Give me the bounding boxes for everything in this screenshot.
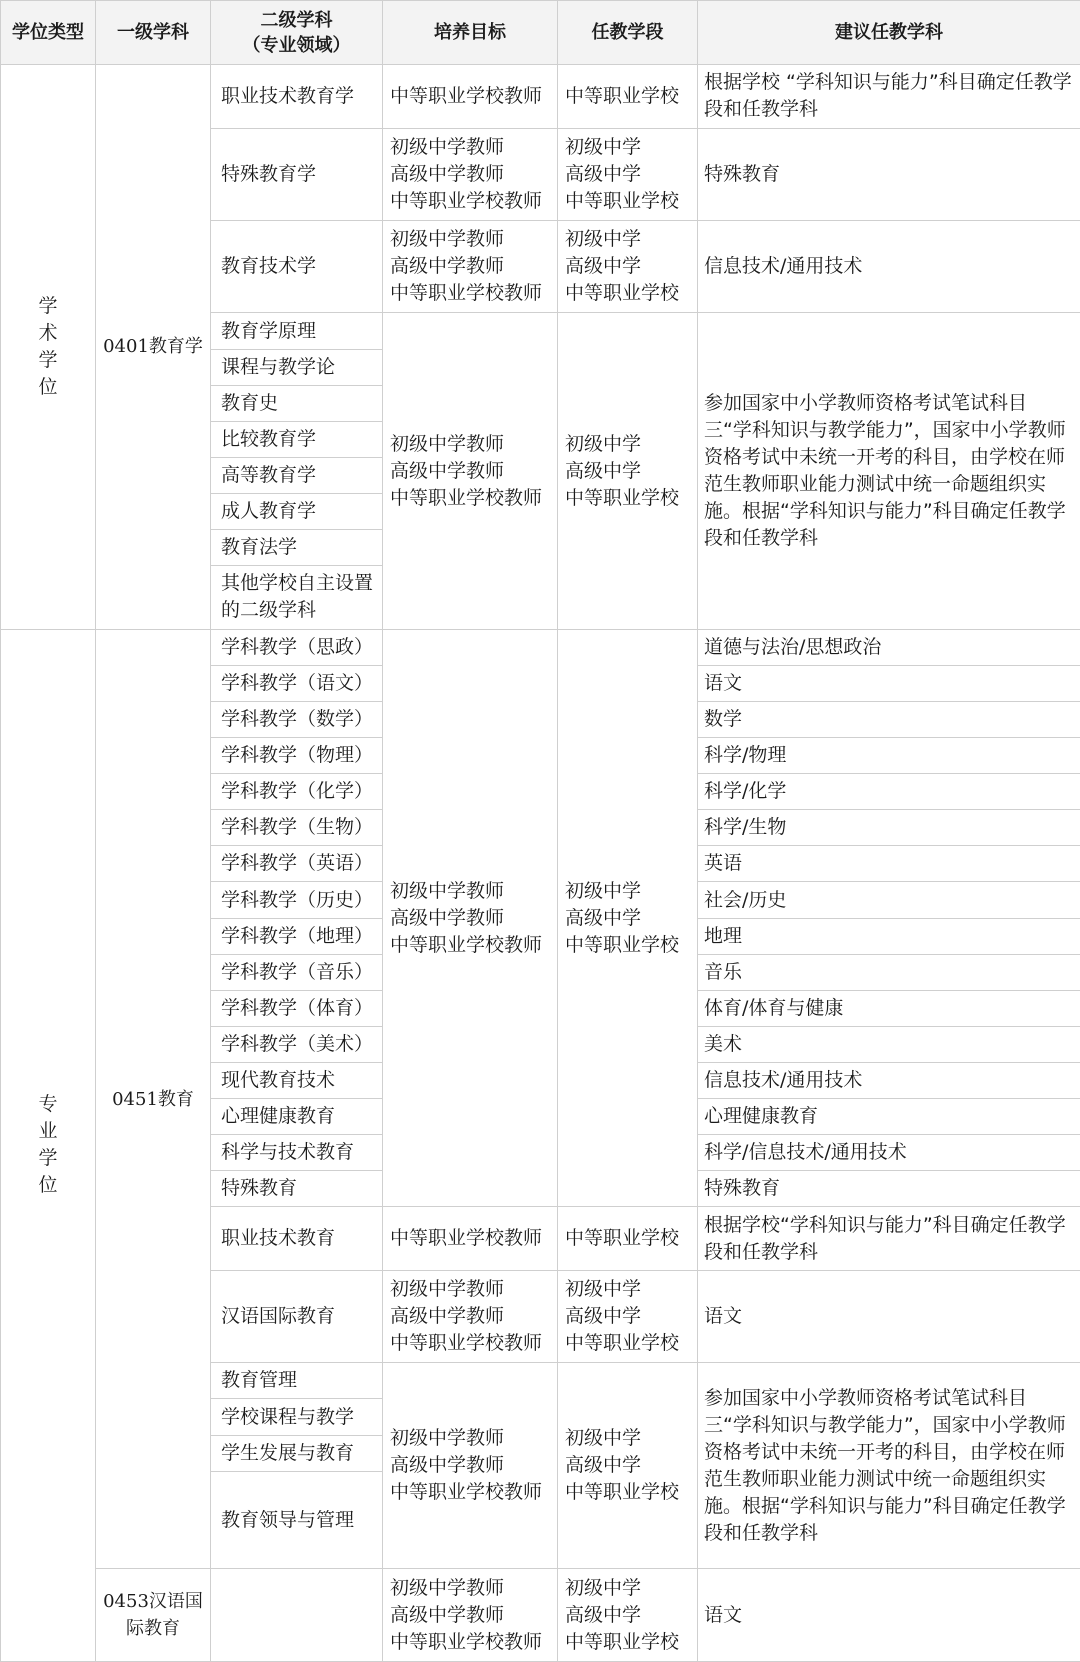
level2-discipline-cell: 学科教学（生物）	[211, 810, 383, 846]
suggested-subject-cell: 数学	[698, 702, 1080, 738]
level2-discipline-cell: 教育技术学	[211, 221, 383, 313]
level2-discipline-cell: 职业技术教育	[211, 1207, 383, 1271]
level2-discipline-cell: 课程与教学论	[211, 349, 383, 385]
suggested-subject-cell: 心理健康教育	[698, 1099, 1080, 1135]
suggested-subject-cell: 特殊教育	[698, 1171, 1080, 1207]
suggested-subject-cell: 语文	[698, 1569, 1080, 1662]
header-level1-discipline: 一级学科	[96, 1, 211, 65]
suggested-subject-cell: 信息技术/通用技术	[698, 1062, 1080, 1098]
suggested-subject-cell: 科学/化学	[698, 774, 1080, 810]
suggested-subject-cell: 信息技术/通用技术	[698, 221, 1080, 313]
training-goal-cell: 初级中学教师 高级中学教师 中等职业学校教师	[383, 1363, 558, 1569]
level2-discipline-cell: 心理健康教育	[211, 1099, 383, 1135]
header-row	[1, 1, 1080, 65]
suggested-subject-cell: 道德与法治/思想政治	[698, 629, 1080, 665]
level2-discipline-cell: 学校课程与教学	[211, 1399, 383, 1435]
level2-discipline-cell: 教育法学	[211, 530, 383, 566]
level2-discipline-cell: 高等教育学	[211, 457, 383, 493]
suggested-subject-cell: 根据学校“学科知识与能力”科目确定任教学段和任教学科	[698, 1207, 1080, 1271]
suggested-subject-cell: 语文	[698, 665, 1080, 701]
level2-discipline-cell: 学科教学（英语）	[211, 846, 383, 882]
level2-discipline-cell	[211, 1569, 383, 1662]
level2-discipline-cell: 学科教学（历史）	[211, 882, 383, 918]
level2-discipline-cell: 特殊教育	[211, 1171, 383, 1207]
level1-discipline-cell: 0451教育	[96, 629, 211, 1569]
suggested-subject-cell: 根据学校 “学科知识与能力”科目确定任教学段和任教学科	[698, 65, 1080, 129]
suggested-subject-cell: 特殊教育	[698, 128, 1080, 220]
suggested-subject-cell: 社会/历史	[698, 882, 1080, 918]
suggested-subject-cell: 科学/物理	[698, 738, 1080, 774]
suggested-subject-cell: 参加国家中小学教师资格考试笔试科目三“学科知识与教学能力”，国家中小学教师资格考试中未统一开考的科目，由学校在师范生教师职业能力测试中统一命题组织实施。根据“学科知识与能力”科目确定任教学段和任教学科	[698, 1363, 1080, 1569]
training-goal-cell: 初级中学教师 高级中学教师 中等职业学校教师	[383, 128, 558, 220]
header-level2-discipline: 二级学科 （专业领域）	[211, 1, 383, 65]
teaching-stage-cell: 中等职业学校	[558, 65, 698, 129]
suggested-subject-cell: 科学/生物	[698, 810, 1080, 846]
training-goal-cell: 中等职业学校教师	[383, 65, 558, 129]
level2-discipline-cell: 学科教学（思政）	[211, 629, 383, 665]
table-row	[1, 65, 1080, 129]
level1-discipline-cell: 0453汉语国际教育	[96, 1569, 211, 1662]
professional-degree-label: 专业学位	[38, 1093, 58, 1197]
teaching-stage-cell: 初级中学 高级中学 中等职业学校	[558, 313, 698, 629]
training-goal-cell: 初级中学教师 高级中学教师 中等职业学校教师	[383, 629, 558, 1207]
level2-discipline-cell: 科学与技术教育	[211, 1135, 383, 1171]
level2-discipline-cell: 教育学原理	[211, 313, 383, 349]
level2-discipline-cell: 汉语国际教育	[211, 1271, 383, 1363]
degree-type-cell	[1, 629, 96, 1661]
suggested-subject-cell: 参加国家中小学教师资格考试笔试科目三“学科知识与教学能力”，国家中小学教师资格考试中未统一开考的科目，由学校在师范生教师职业能力测试中统一命题组织实施。根据“学科知识与能力”科目确定任教学段和任教学科	[698, 313, 1080, 629]
teaching-stage-cell: 初级中学 高级中学 中等职业学校	[558, 1569, 698, 1662]
level2-discipline-cell: 其他学校自主设置的二级学科	[211, 566, 383, 630]
suggested-subject-cell: 美术	[698, 1026, 1080, 1062]
training-goal-cell: 初级中学教师 高级中学教师 中等职业学校教师	[383, 313, 558, 629]
level2-discipline-cell: 教育史	[211, 385, 383, 421]
level2-discipline-cell: 学科教学（美术）	[211, 1026, 383, 1062]
header-training-goal: 培养目标	[383, 1, 558, 65]
academic-degree-label: 学术学位	[38, 294, 58, 398]
header-degree-type: 学位类型	[1, 1, 96, 65]
header-teaching-stage: 任教学段	[558, 1, 698, 65]
training-goal-cell: 初级中学教师 高级中学教师 中等职业学校教师	[383, 221, 558, 313]
teaching-stage-cell: 初级中学 高级中学 中等职业学校	[558, 221, 698, 313]
header-suggested-subject: 建议任教学科	[698, 1, 1080, 65]
level2-discipline-cell: 特殊教育学	[211, 128, 383, 220]
teaching-stage-cell: 初级中学 高级中学 中等职业学校	[558, 629, 698, 1207]
level2-discipline-cell: 学科教学（化学）	[211, 774, 383, 810]
teaching-stage-cell: 中等职业学校	[558, 1207, 698, 1271]
table-row	[1, 629, 1080, 665]
suggested-subject-cell: 英语	[698, 846, 1080, 882]
level2-discipline-cell: 比较教育学	[211, 421, 383, 457]
suggested-subject-cell: 语文	[698, 1271, 1080, 1363]
teaching-stage-cell: 初级中学 高级中学 中等职业学校	[558, 1363, 698, 1569]
level2-discipline-cell: 现代教育技术	[211, 1062, 383, 1098]
suggested-subject-cell: 音乐	[698, 954, 1080, 990]
teaching-stage-cell: 初级中学 高级中学 中等职业学校	[558, 128, 698, 220]
level2-discipline-cell: 职业技术教育学	[211, 65, 383, 129]
suggested-subject-cell: 科学/信息技术/通用技术	[698, 1135, 1080, 1171]
training-goal-cell: 中等职业学校教师	[383, 1207, 558, 1271]
level2-discipline-cell: 学科教学（语文）	[211, 665, 383, 701]
teaching-stage-cell: 初级中学 高级中学 中等职业学校	[558, 1271, 698, 1363]
level2-discipline-cell: 学科教学（音乐）	[211, 954, 383, 990]
level2-discipline-cell: 学科教学（数学）	[211, 702, 383, 738]
suggested-subject-cell: 体育/体育与健康	[698, 990, 1080, 1026]
level2-discipline-cell: 学科教学（体育）	[211, 990, 383, 1026]
table-row	[1, 1569, 1080, 1662]
training-goal-cell: 初级中学教师 高级中学教师 中等职业学校教师	[383, 1569, 558, 1662]
level2-discipline-cell: 学科教学（地理）	[211, 918, 383, 954]
training-goal-cell: 初级中学教师 高级中学教师 中等职业学校教师	[383, 1271, 558, 1363]
degree-type-cell	[1, 65, 96, 630]
level2-discipline-cell: 学生发展与教育	[211, 1435, 383, 1471]
level2-discipline-cell: 学科教学（物理）	[211, 738, 383, 774]
level2-discipline-cell: 成人教育学	[211, 493, 383, 529]
level1-discipline-cell: 0401教育学	[96, 65, 211, 630]
level2-discipline-cell: 教育管理	[211, 1363, 383, 1399]
level2-discipline-cell: 教育领导与管理	[211, 1471, 383, 1569]
suggested-subject-cell: 地理	[698, 918, 1080, 954]
